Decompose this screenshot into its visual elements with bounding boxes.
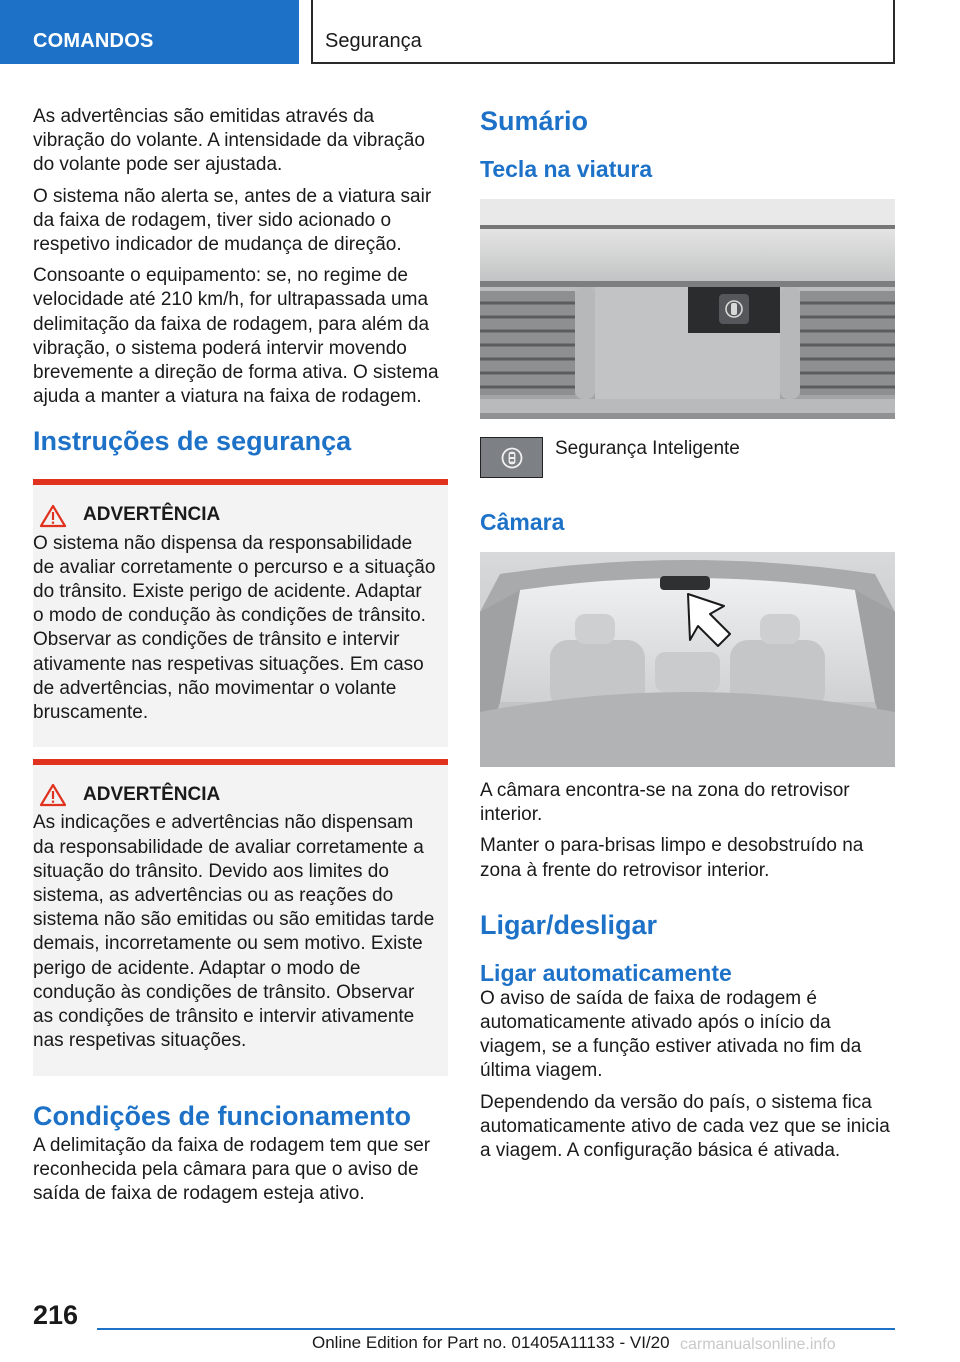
right-column bbox=[480, 105, 896, 1170]
conditions-heading: Condições de funcionamento bbox=[33, 1100, 412, 1131]
paragraph: Dependendo da versão do país, o sistema fica automaticamente ativo de cada vez que se inicia a viagem. A configuração básica é ativada. bbox=[480, 1091, 890, 1162]
paragraph: A câmara encontra-se na zona do retrovisor interior. bbox=[480, 780, 850, 826]
footer-watermark: carmanualsonline.info bbox=[680, 1336, 836, 1353]
warning-box bbox=[33, 479, 448, 747]
safety-heading: Instruções de segurança bbox=[33, 426, 352, 457]
camera-location-photo bbox=[480, 552, 895, 767]
warning-text: As indicações e advertências não dispensam da responsabilidade de avaliar corretamente a situação do trânsito. Devido aos limites do sistema, as advertências ou as reações do sistema não são emitidas ou são emitidas tarde demais, incorretamente ou sem motivo. Existe perigo de acidente. Adaptar o modo de condução às condições de trânsito. Observar as condições de trânsito e intervir ativamente nas respetivas situações. bbox=[33, 812, 435, 1052]
left-column bbox=[33, 105, 448, 1213]
button-heading: Tecla na viatura bbox=[480, 156, 653, 182]
footer-edition: Online Edition for Part no. 01405A11133 - VI/20 bbox=[312, 1333, 670, 1352]
dashboard-button-photo bbox=[480, 199, 895, 419]
warning-box bbox=[33, 759, 448, 1075]
warning-title bbox=[33, 503, 436, 527]
footer-rule bbox=[97, 1328, 895, 1330]
warning-triangle-icon bbox=[39, 783, 67, 807]
onoff-heading: Ligar/desligar bbox=[480, 909, 658, 940]
paragraph: O sistema não alerta se, antes de a viatura sair da faixa de rodagem, tiver sido acionado o respetivo indicador de mudança de direção. bbox=[33, 185, 432, 256]
header-topic: Segurança bbox=[325, 30, 422, 52]
paragraph: O aviso de saída de faixa de rodagem é automaticamente ativado após o início da viagem, se a função estiver ativada no fim da última viagem. bbox=[480, 987, 862, 1082]
warning-title-text: ADVERTÊNCIA bbox=[83, 504, 221, 526]
paragraph: A delimitação da faixa de rodagem tem que ser reconhecida pela câmara para que o aviso de saída de faixa de rodagem esteja ativo. bbox=[33, 1134, 431, 1204]
button-legend-row bbox=[480, 437, 896, 478]
summary-heading: Sumário bbox=[480, 106, 589, 136]
warning-triangle-icon bbox=[39, 504, 67, 528]
warning-title bbox=[33, 783, 436, 807]
paragraph: Manter o para-brisas limpo e desobstruído na zona à frente do retrovisor interior. bbox=[480, 835, 864, 881]
page-number: 216 bbox=[33, 1300, 79, 1330]
paragraph: Consoante o equipamento: se, no regime de velocidade até 210 km/h, for ultrapassada uma delimitação da faixa de rodagem, para além da vibração, o sistema poderá intervir movendo brevemente a direção de forma ativa. O sistema ajuda a manter a viatura na faixa de rodagem. bbox=[33, 265, 439, 408]
paragraph: As advertências são emitidas através da vibração do volante. A intensidade da vibração do volante pode ser ajustada. bbox=[33, 106, 425, 176]
safety-button-icon bbox=[480, 437, 543, 478]
auto-heading: Ligar automaticamente bbox=[480, 959, 732, 986]
header-section-label: COMANDOS bbox=[0, 0, 299, 64]
warning-title-text: ADVERTÊNCIA bbox=[83, 784, 221, 806]
warning-text: O sistema não dispensa da responsabilidade de avaliar corretamente o percurso e a situação do trânsito. Existe perigo de acidente. Adaptar o modo de condução às condições de trânsito. Observar as condições de trânsito e intervir ativamente nas respetivas situações. Em caso de advertências, não movimentar o volante bruscamente. bbox=[33, 532, 436, 724]
button-legend-text: Segurança Inteligente bbox=[555, 438, 740, 459]
camera-heading: Câmara bbox=[480, 509, 565, 535]
